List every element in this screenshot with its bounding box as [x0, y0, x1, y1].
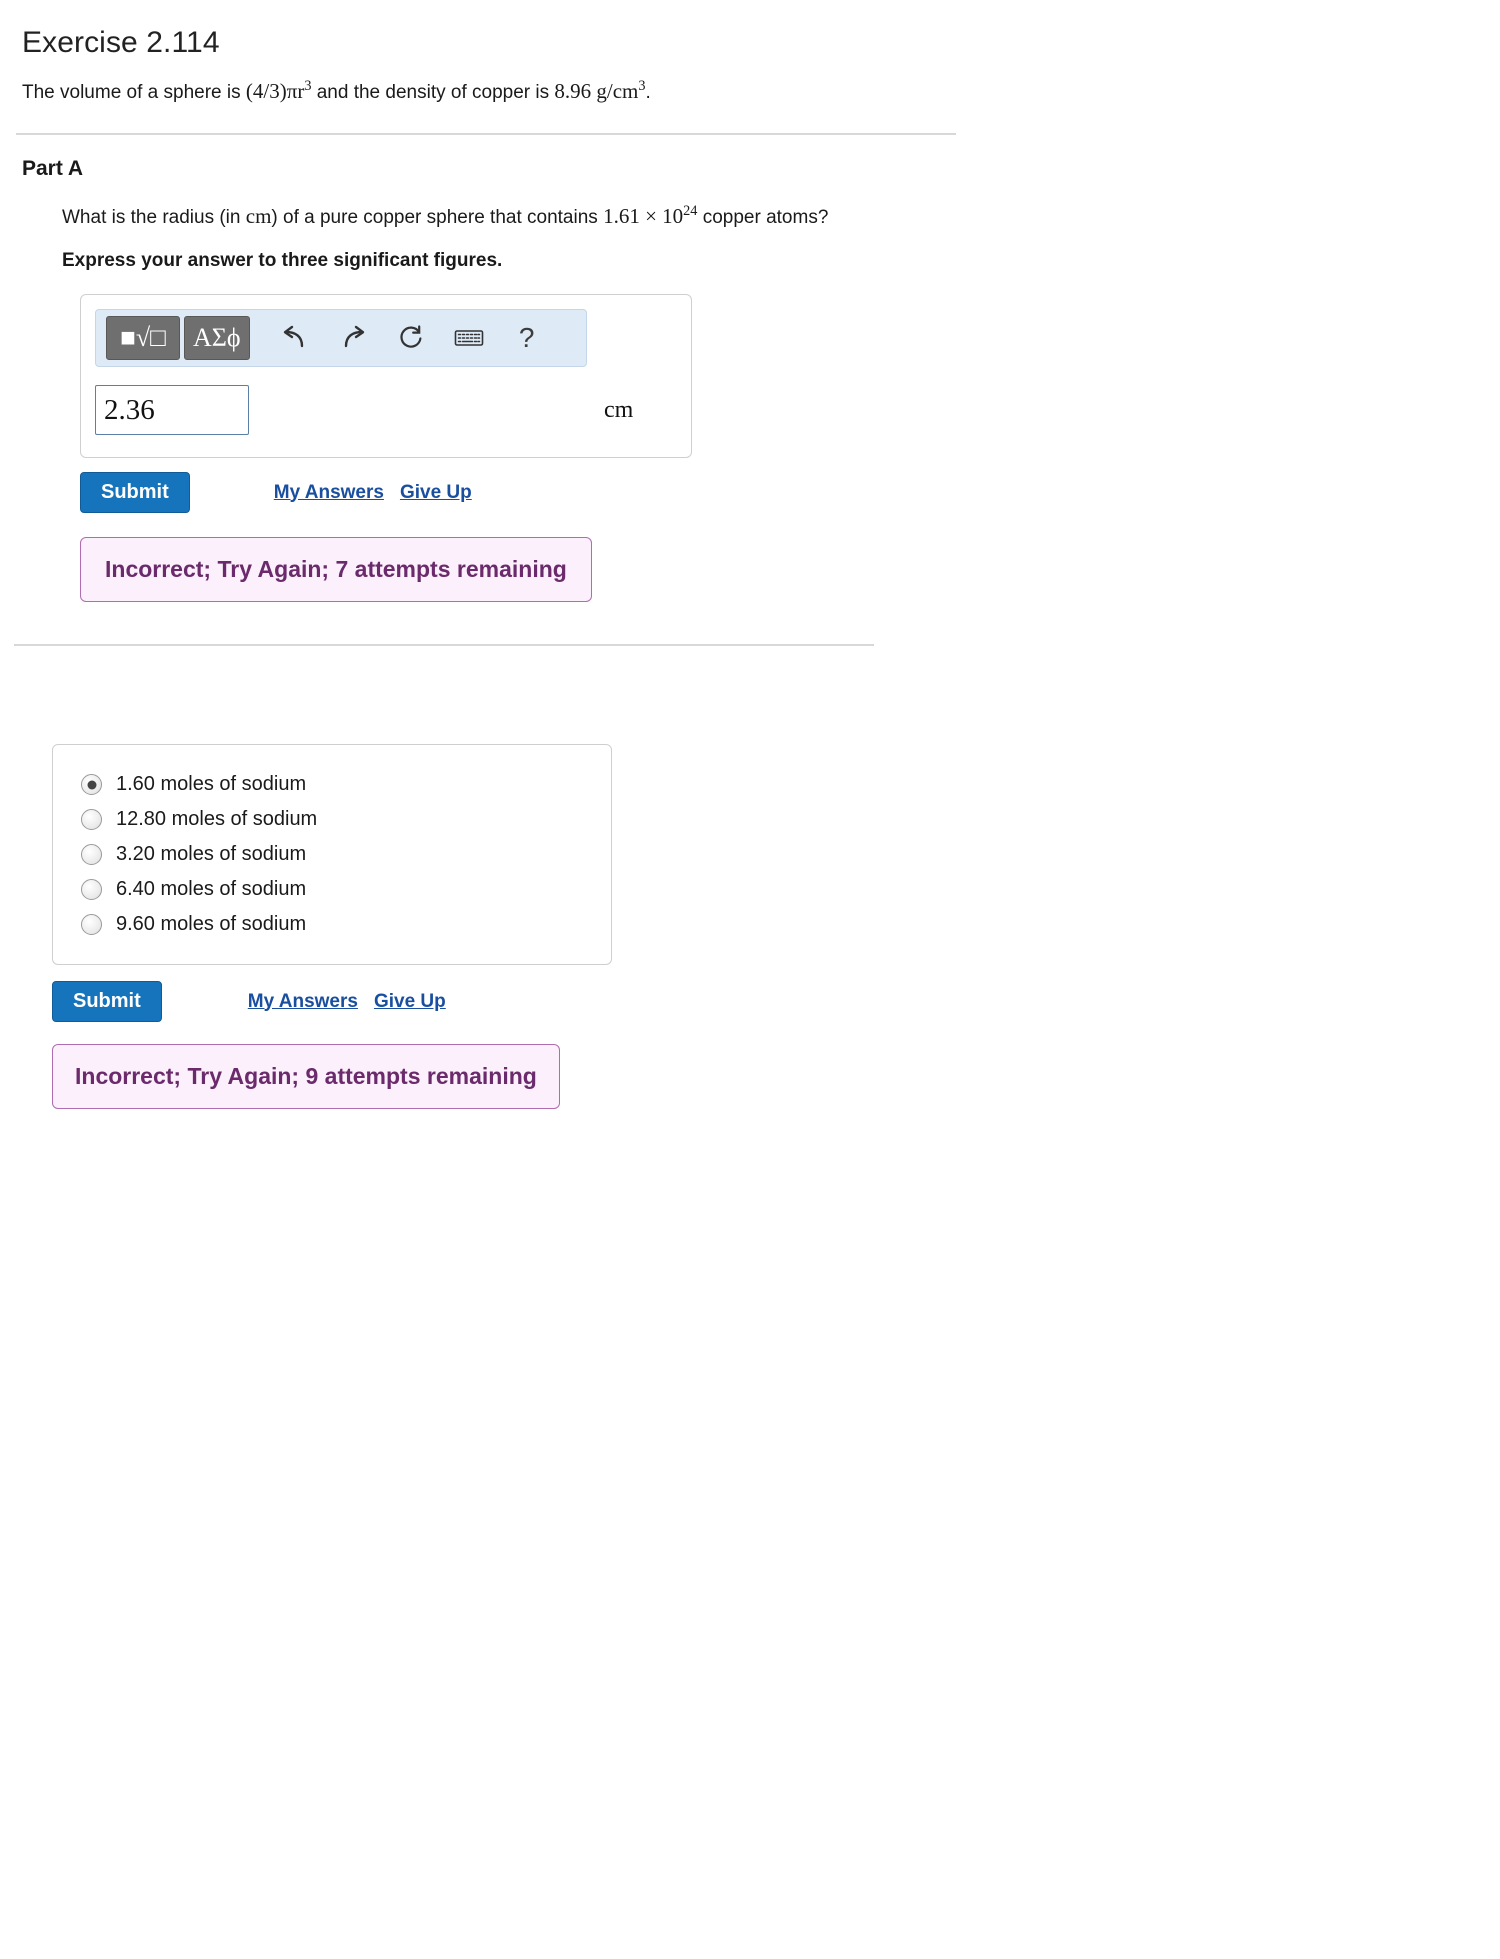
template-button[interactable]: ■√□	[106, 316, 180, 360]
intro-text-end: .	[645, 82, 651, 103]
answer-input[interactable]	[95, 385, 249, 435]
significant-figures-instruction: Express your answer to three significant figures.	[62, 250, 503, 272]
part-b-body	[52, 744, 1478, 1109]
divider-top	[16, 133, 956, 135]
choice-label-2: 12.80 moles of sodium	[116, 808, 318, 831]
page-title: Exercise 2.114	[22, 26, 220, 59]
choice-label-4: 6.40 moles of sodium	[116, 878, 307, 901]
part-a-links	[274, 482, 472, 504]
multiple-choice-panel	[52, 744, 612, 965]
question-mid: ) of a pure copper sphere that contains	[271, 206, 604, 228]
sphere-volume-formula: $(4/3)\pi r^3$	[245, 78, 312, 103]
redo-icon[interactable]	[326, 316, 380, 360]
choice-label-3: 3.20 moles of sodium	[116, 843, 307, 866]
submit-button-part-b[interactable]: Submit	[52, 981, 162, 1022]
choice-option-1[interactable]	[81, 773, 587, 796]
math-toolbar	[95, 309, 587, 367]
answer-unit-label: cm	[604, 396, 634, 423]
part-a-question	[62, 201, 1478, 233]
divider-middle	[14, 644, 874, 646]
give-up-link-part-a[interactable]: Give Up	[399, 481, 472, 503]
answer-entry-panel	[80, 294, 692, 458]
my-answers-link-part-a[interactable]: My Answers	[273, 481, 384, 503]
choice-option-2[interactable]	[81, 808, 587, 831]
feedback-message-part-a: Incorrect; Try Again; 7 attempts remaining	[80, 537, 592, 602]
question-pre: What is the radius (in	[62, 206, 246, 228]
choice-option-4[interactable]	[81, 878, 587, 901]
help-icon[interactable]: ?	[518, 322, 535, 354]
answer-input-row	[81, 367, 691, 457]
my-answers-link-part-b[interactable]: My Answers	[247, 990, 358, 1012]
radio-icon-5[interactable]	[81, 914, 102, 935]
undo-icon[interactable]	[268, 316, 322, 360]
radio-icon-4[interactable]	[81, 879, 102, 900]
radio-icon-3[interactable]	[81, 844, 102, 865]
intro-text-mid: and the density of copper is	[311, 82, 555, 103]
reset-icon[interactable]	[384, 316, 438, 360]
greek-symbols-button[interactable]: ΑΣϕ	[184, 316, 250, 360]
question-unit-cm: cm	[245, 203, 272, 228]
exercise-intro	[22, 76, 1478, 107]
intro-text-pre: The volume of a sphere is	[22, 82, 246, 103]
part-a-body	[62, 201, 1478, 603]
part-a-actions	[80, 472, 1478, 513]
feedback-message-part-b: Incorrect; Try Again; 9 attempts remaining	[52, 1044, 560, 1109]
choice-label-5: 9.60 moles of sodium	[116, 913, 307, 936]
part-a-label: Part A	[22, 156, 84, 180]
submit-button-part-a[interactable]: Submit	[80, 472, 190, 513]
part-b-actions	[52, 981, 1478, 1022]
question-end: copper atoms?	[697, 206, 829, 228]
choice-option-5[interactable]	[81, 913, 587, 936]
choice-option-3[interactable]	[81, 843, 587, 866]
radio-icon-1[interactable]	[81, 774, 102, 795]
keyboard-icon[interactable]	[442, 316, 496, 360]
atom-count-value: $1.61 \times 10^{24}$	[603, 202, 698, 228]
radio-icon-2[interactable]	[81, 809, 102, 830]
choice-label-1: 1.60 moles of sodium	[116, 773, 307, 796]
part-b-links	[248, 991, 446, 1013]
copper-density-value: 8.96 $g/cm^3$	[554, 78, 646, 103]
give-up-link-part-b[interactable]: Give Up	[373, 990, 446, 1012]
